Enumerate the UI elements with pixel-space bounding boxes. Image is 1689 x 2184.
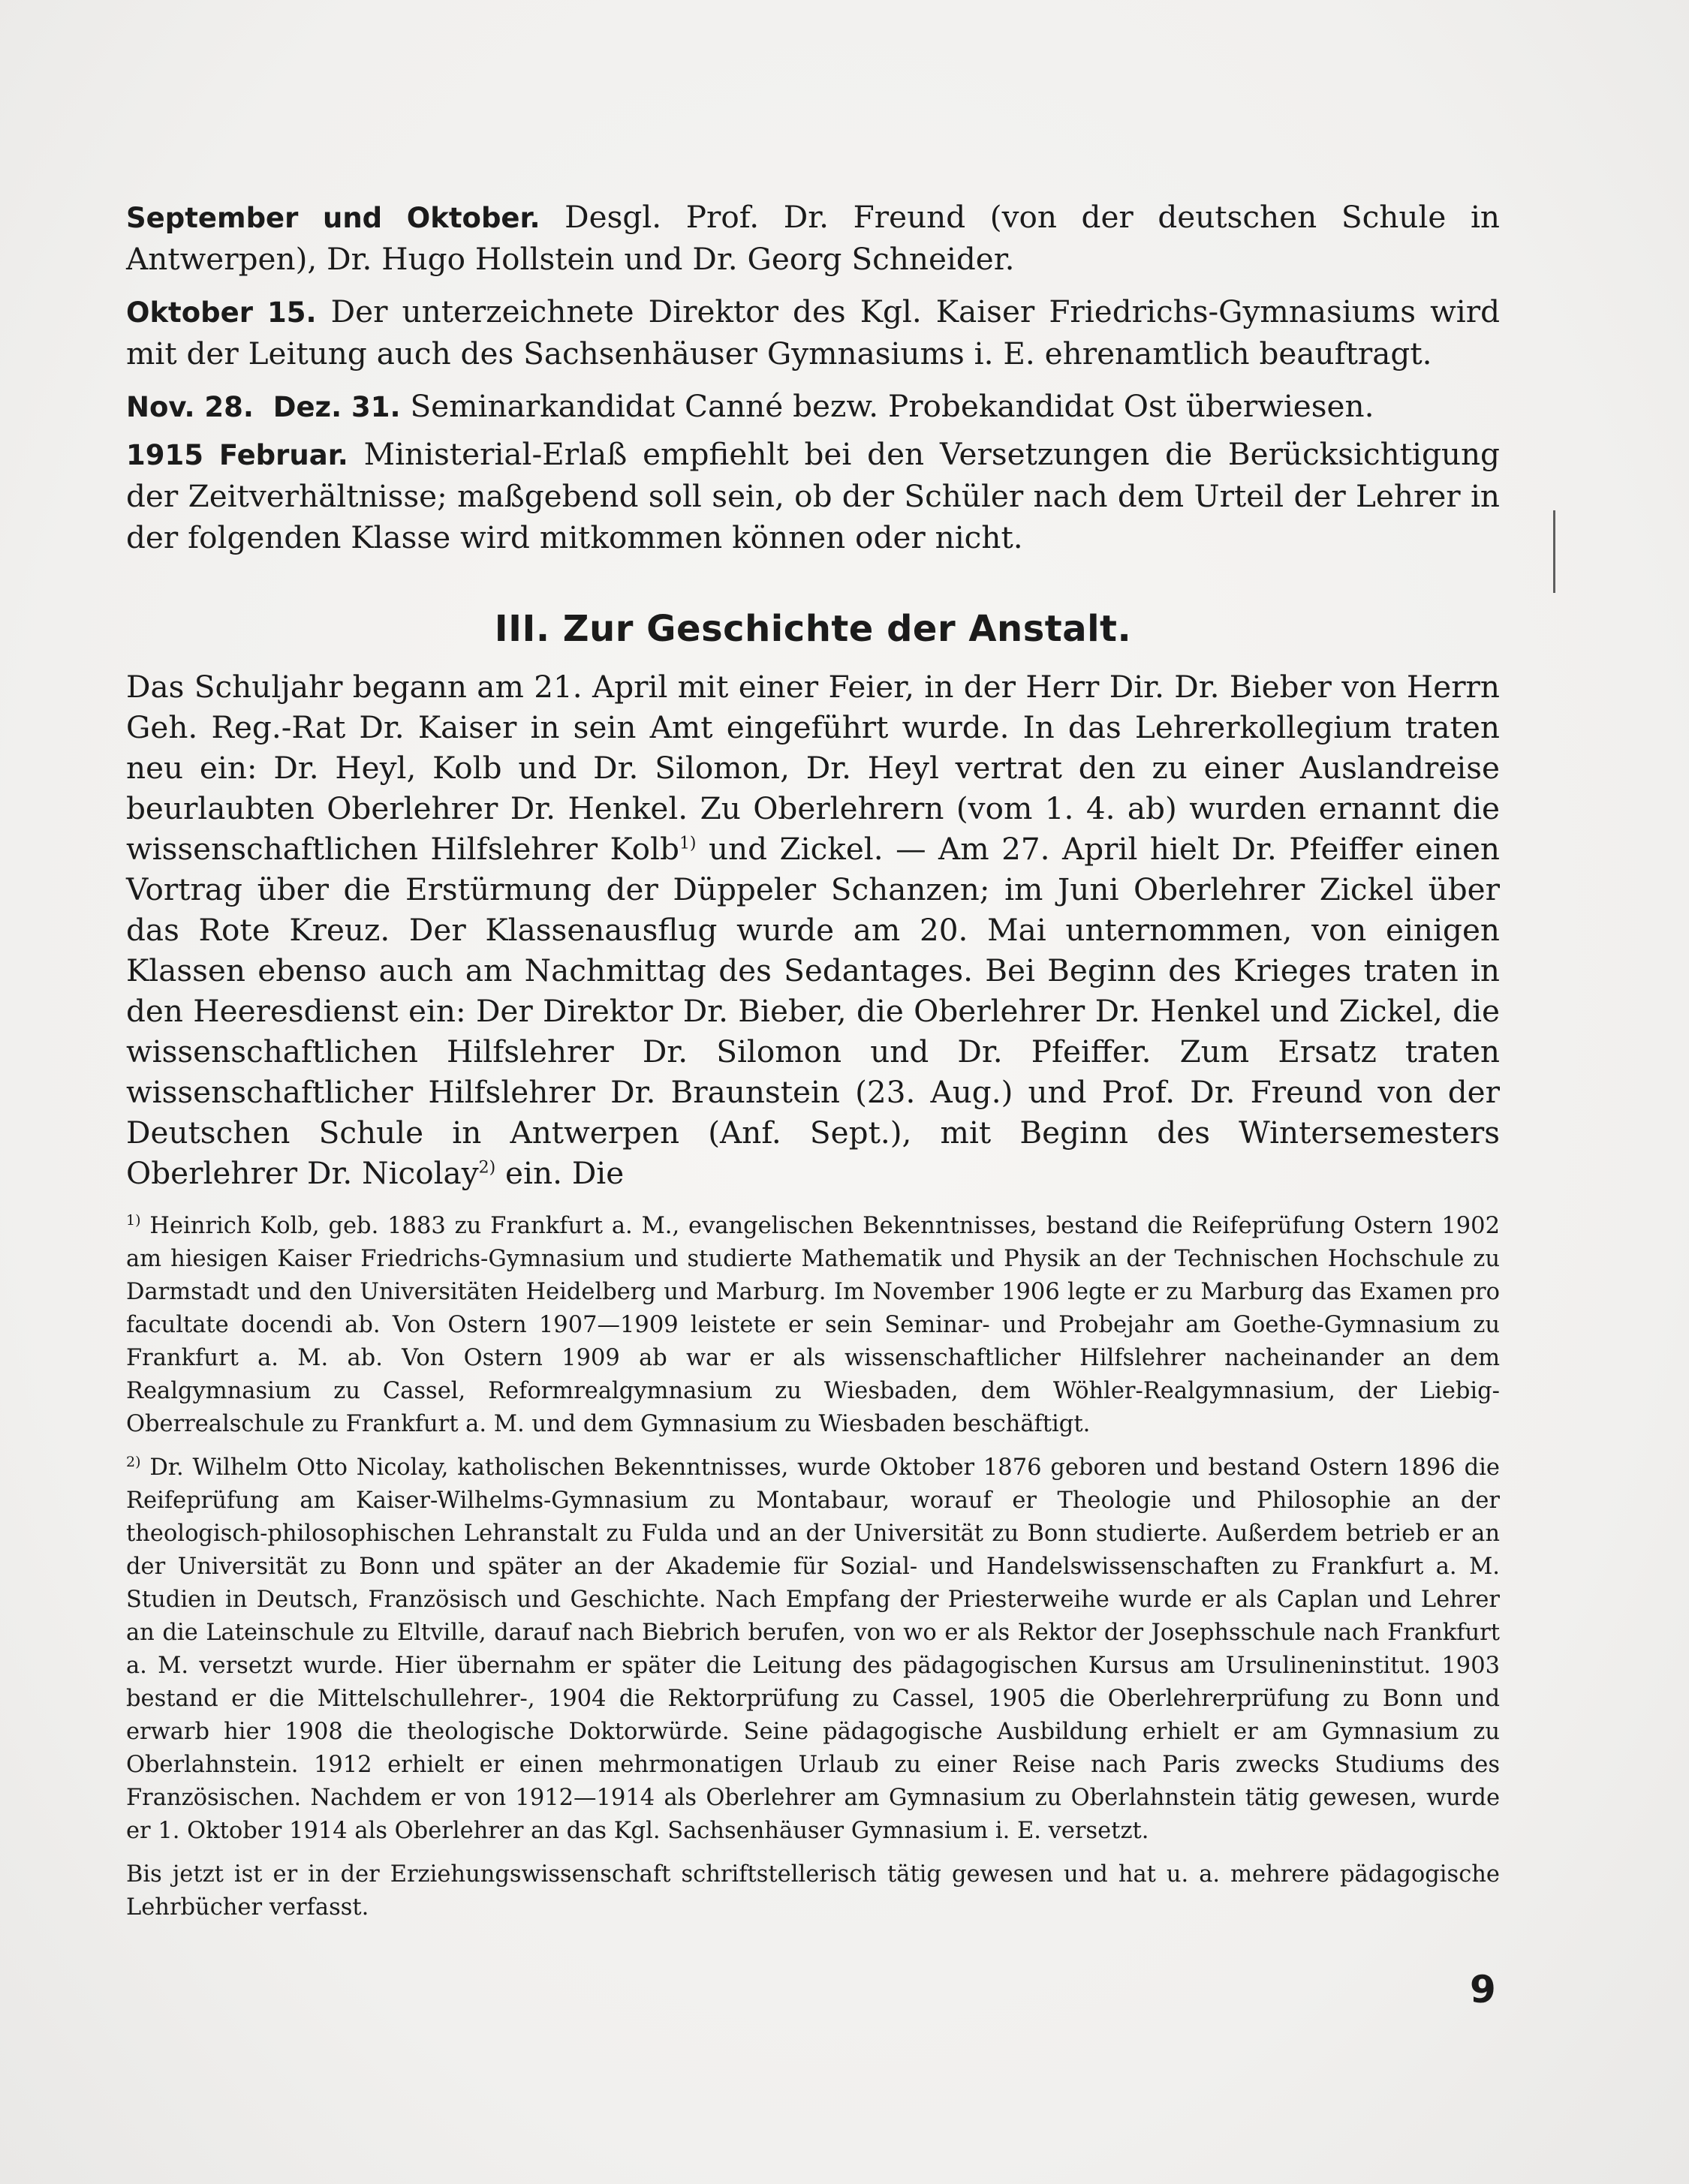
entry-text: Desgl. Prof. Dr. Freund (von der deutschen Schule in Antwerpen), Dr. Hugo Hollstein und Dr. Georg Schneider. (126, 199, 1500, 277)
section-body-part: ein. Die (495, 1155, 625, 1191)
entry-text: Der unterzeichnete Direktor des Kgl. Kaiser Friedrichs-Gymnasiums wird mit der Leitung auch des Sachsenhäuser Gymnasiums i. E. ehrenamtlich beauftragt. (126, 293, 1501, 372)
chronicle-entry (126, 386, 1500, 428)
entry-text: Seminarkandidat Canné bezw. Probekandidat Ost überwiesen. (410, 388, 1374, 424)
margin-mark (1553, 510, 1555, 593)
footnote-reference: 2) (478, 1158, 496, 1178)
footnote-reference: 1) (679, 834, 697, 853)
page-number: 9 (1470, 1968, 1496, 2011)
footnote-text: Heinrich Kolb, geb. 1883 zu Frankfurt a. M., evangelischen Bekenntnisses, bestand die Reifeprüfung Ostern 1902 am hiesigen Kaiser Friedrichs-Gymnasium und studierte Mathematik und Physik an der Technischen Hochschule zu Darmstadt und den Universitäten Heidelberg und Marburg. Im November 1906 legte er zu Marburg das Examen pro facultate docendi ab. Von Ostern 1907—1909 leistete er sein Seminar- und Probejahr am Goethe-Gymnasium zu Frankfurt a. M. ab. Von Ostern 1909 ab war er als wissenschaftlicher Hilfslehrer nacheinander an dem Realgymnasium zu Cassel, Reformrealgymnasium zu Wiesbaden, dem Wöhler-Realgymnasium, der Liebig-Oberrealschule zu Frankfurt a. M. und dem Gymnasium zu Wiesbaden beschäftigt. (126, 1213, 1500, 1437)
chronicle-entry (126, 291, 1500, 375)
footnote-continuation (126, 1858, 1500, 1924)
footnotes (126, 1210, 1500, 1924)
entry-text: Ministerial-Erlaß empfiehlt bei den Versetzungen die Berücksichtigung der Zeitverhältnisse; maßgebend soll sein, ob der Schüler nach dem Urteil der Lehrer in der folgenden Klasse wird mitkommen können oder nicht. (126, 436, 1500, 555)
entry-date: September und Oktober. (126, 202, 540, 234)
footnote-mark: 2) (126, 1453, 141, 1470)
entry-date: Nov. 28. Dez. 31. (126, 391, 401, 423)
footnote (126, 1210, 1500, 1441)
section-body (126, 666, 1500, 1193)
entry-date: 1915 Februar. (126, 439, 348, 471)
page-content (126, 197, 1500, 1924)
section-title: III. Zur Geschichte der Anstalt. (494, 608, 1132, 650)
footnote-text: Dr. Wilhelm Otto Nicolay, katholischen Bekenntnisses, wurde Oktober 1876 geboren und bestand Ostern 1896 die Reifeprüfung am Kaiser-Wilhelms-Gymnasium zu Montabaur, worauf er Theologie und Philosophie an der theologisch-philosophischen Lehranstalt zu Fulda und an der Universität zu Bonn studierte. Außerdem betrieb er an der Universität zu Bonn und später an der Akademie für Sozial- und Handelswissenschaften zu Frankfurt a. M. Studien in Deutsch, Französisch und Geschichte. Nach Empfang der Priesterweihe wurde er als Caplan und Lehrer an die Lateinschule zu Eltville, darauf nach Biebrich berufen, von wo er als Rektor der Josephsschule nach Frankfurt a. M. versetzt wurde. Hier übernahm er später die Leitung des pädagogischen Kursus am Ursulineninstitut. 1903 bestand er die Mittelschullehrer-, 1904 die Rektorprüfung zu Cassel, 1905 die Oberlehrerprüfung zu Bonn und erwarb hier 1908 die theologische Doktorwürde. Seine pädagogische Ausbildung erhielt er am Gymnasium zu Oberlahnstein. 1912 erhielt er einen mehrmonatigen Urlaub zu einer Reise nach Paris zwecks Studiums des Französischen. Nachdem er von 1912—1914 als Oberlehrer am Gymnasium zu Oberlahnstein tätig gewesen, wurde er 1. Oktober 1914 als Oberlehrer an das Kgl. Sachsenhäuser Gymnasium i. E. versetzt. (126, 1454, 1500, 1844)
footnote (126, 1451, 1500, 1848)
chronicle-entry (126, 197, 1500, 280)
section-body-part: Das Schuljahr begann am 21. April mit einer Feier, in der Herr Dir. Dr. Bieber von Herrn Geh. Reg.-Rat Dr. Kaiser in sein Amt eingeführt wurde. In das Lehrerkollegium traten neu ein: Dr. Heyl, Kolb und Dr. Silomon, Dr. Heyl vertrat den zu einer Auslandreise beurlaubten Oberlehrer Dr. Henkel. Zu Oberlehrern (vom 1. 4. ab) wurden ernannt die wissenschaftlichen Hilfslehrer Kolb (126, 669, 1500, 867)
footnote-mark: 1) (126, 1211, 141, 1229)
footnote-text: Bis jetzt ist er in der Erziehungswissenschaft schriftstellerisch tätig gewesen und hat u. a. mehrere pädagogische Lehrbücher verfasst. (126, 1861, 1500, 1921)
chronicle-entry (126, 434, 1500, 558)
entry-date: Oktober 15. (126, 296, 317, 329)
section-body-part: und Zickel. — Am 27. April hielt Dr. Pfeiffer einen Vortrag über die Erstürmung der Düppeler Schanzen; im Juni Oberlehrer Zickel über das Rote Kreuz. Der Klassenausflug wurde am 20. Mai unternommen, von einigen Klassen ebenso auch am Nachmittag des Sedantages. Bei Beginn des Krieges traten in den Heeresdienst ein: Der Direktor Dr. Bieber, die Oberlehrer Dr. Henkel und Zickel, die wissenschaftlichen Hilfslehrer Dr. Silomon und Dr. Pfeiffer. Zum Ersatz traten wissenschaftlicher Hilfslehrer Dr. Braunstein (23. Aug.) und Prof. Dr. Freund von der Deutschen Schule in Antwerpen (Anf. Sept.), mit Beginn des Wintersemesters Oberlehrer Dr. Nicolay (126, 831, 1500, 1191)
